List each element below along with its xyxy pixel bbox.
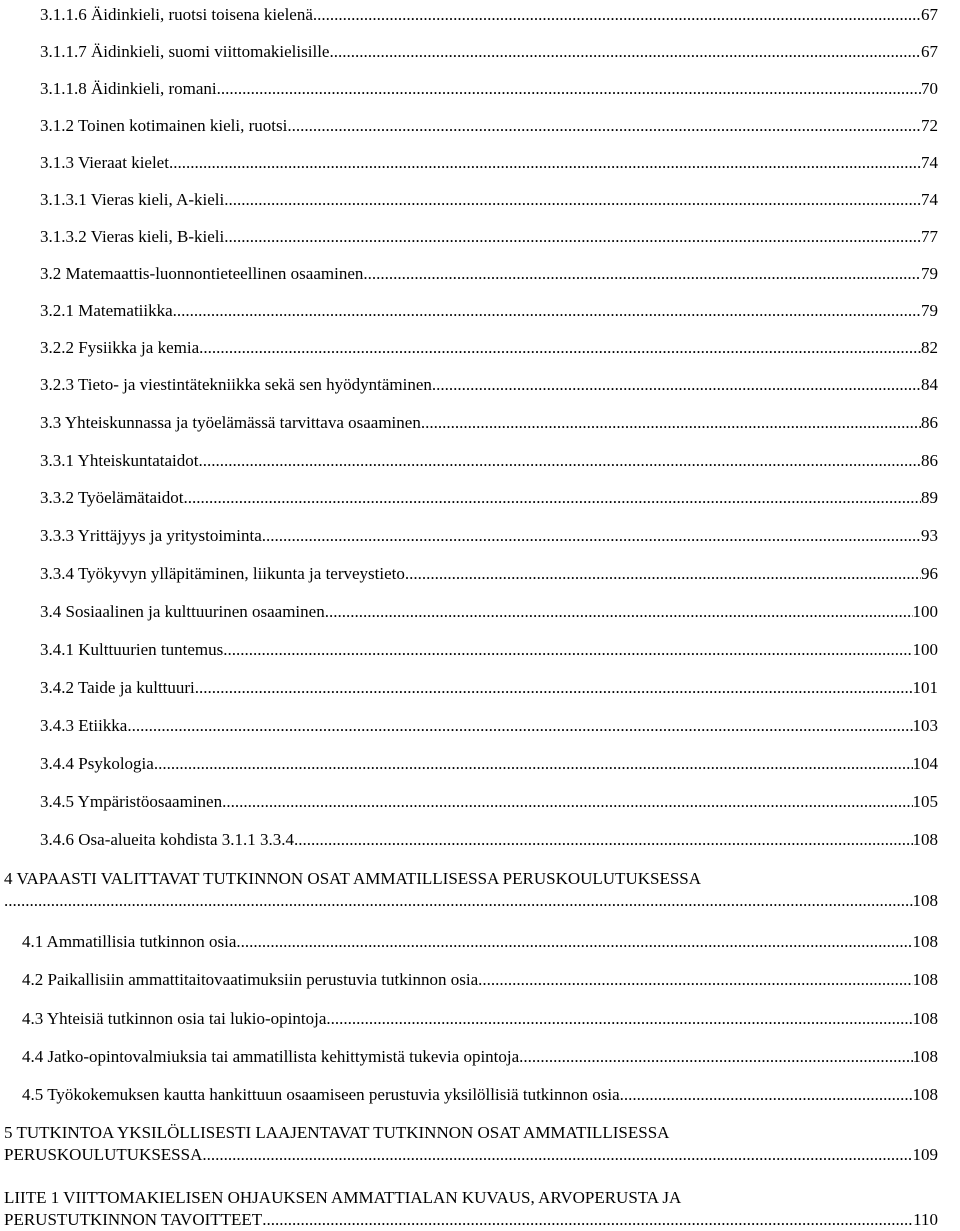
toc-entry[interactable]	[40, 41, 938, 63]
toc-entry-label: 3.1.2 Toinen kotimainen kieli, ruotsi	[40, 116, 288, 135]
leader-dots	[432, 374, 921, 396]
toc-entry-label: 3.2 Matemaattis-luonnontieteellinen osaaminen	[40, 264, 364, 283]
toc-entry-label: 4.5 Työkokemuksen kautta hankittuun osaamiseen perustuvia yksilöllisiä tutkinnon osia	[22, 1085, 620, 1104]
toc-entry-label: 3.4.5 Ympäristöosaaminen	[40, 792, 223, 811]
toc-entry-page: 104	[912, 754, 938, 773]
toc-entry-page: 72	[921, 116, 938, 135]
toc-entry-page: 79	[921, 264, 938, 283]
leader-dots	[224, 226, 921, 248]
toc-entry-page: 84	[921, 375, 938, 394]
toc-entry-page: 105	[912, 792, 938, 811]
toc-entry-page: 79	[921, 301, 938, 320]
toc-entry-page: 103	[912, 716, 938, 735]
toc-entry[interactable]	[40, 300, 938, 322]
toc-entry-label: 4.3 Yhteisiä tutkinnon osia tai lukio-opintoja	[22, 1009, 327, 1028]
toc-entry-label: 3.3.3 Yrittäjyys ja yritystoiminta	[40, 526, 262, 545]
leader-dots	[294, 829, 912, 851]
toc-entry-page: 108	[912, 1047, 938, 1066]
toc-entry-label: 5 TUTKINTOA YKSILÖLLISESTI LAAJENTAVAT TUTKINNON OSAT AMMATILLISESSA	[4, 1123, 670, 1142]
toc-entry[interactable]	[40, 753, 938, 775]
leader-dots	[169, 152, 921, 174]
toc-entry[interactable]	[40, 115, 938, 137]
toc-entry-label: 3.1.3 Vieraat kielet	[40, 153, 169, 172]
toc-entry[interactable]	[40, 226, 938, 248]
toc-entry[interactable]	[40, 487, 938, 509]
toc-entry-label: 3.1.1.8 Äidinkieli, romani	[40, 79, 217, 98]
toc-entry-page: 108	[912, 970, 938, 989]
leader-dots	[224, 189, 921, 211]
leader-dots	[4, 890, 913, 912]
toc-entry-page: 101	[912, 678, 938, 697]
leader-dots	[202, 1144, 912, 1166]
toc-entry-page: 86	[921, 413, 938, 432]
toc-entry-label: 3.4.6 Osa-alueita kohdista 3.1.1 3.3.4	[40, 830, 295, 849]
toc-entry[interactable]	[40, 715, 938, 737]
leader-dots	[478, 969, 912, 991]
toc-entry-label: 3.3.2 Työelämätaidot	[40, 488, 184, 507]
leader-dots	[195, 677, 913, 699]
toc-entry[interactable]	[40, 4, 938, 26]
toc-entry-page: 74	[921, 190, 938, 209]
leader-dots	[363, 263, 921, 285]
toc-entry[interactable]	[22, 969, 938, 991]
leader-dots	[329, 41, 921, 63]
toc-entry[interactable]	[40, 412, 938, 434]
toc-entry-label-continued: PERUSKOULUTUKSESSA	[4, 1145, 203, 1164]
toc-entry-page: 100	[912, 640, 938, 659]
leader-dots	[519, 1046, 912, 1068]
toc-entry-page: 108	[912, 891, 938, 910]
toc-entry-page: 108	[912, 932, 938, 951]
leader-dots	[173, 300, 921, 322]
toc-entry-label: 3.4.1 Kulttuurien tuntemus	[40, 640, 224, 659]
leader-dots	[287, 115, 921, 137]
toc-entry-page: 82	[921, 338, 938, 357]
toc-entry-page: 86	[921, 451, 938, 470]
toc-entry-label: 4 VAPAASTI VALITTAVAT TUTKINNON OSAT AMMATILLISESSA PERUSKOULUTUKSESSA	[4, 869, 702, 888]
toc-entry[interactable]	[40, 152, 938, 174]
toc-entry-page: 108	[912, 1085, 938, 1104]
toc-entry-label: 3.1.3.1 Vieras kieli, A-kieli	[40, 190, 225, 209]
toc-entry-chapter[interactable]	[4, 868, 938, 912]
toc-entry-label: 4.2 Paikallisiin ammattitaitovaatimuksiin perustuvia tutkinnon osia	[22, 970, 479, 989]
toc-entry-label: LIITE 1 VIITTOMAKIELISEN OHJAUKSEN AMMATTIALAN KUVAUS, ARVOPERUSTA JA	[4, 1188, 682, 1207]
toc-entry-page: 89	[921, 488, 938, 507]
toc-entry-label: 3.1.1.6 Äidinkieli, ruotsi toisena kielenä	[40, 5, 313, 24]
toc-entry-appendix[interactable]	[4, 1187, 938, 1231]
toc-entry-page: 110	[913, 1210, 938, 1229]
leader-dots	[262, 525, 921, 547]
toc-entry-page: 108	[912, 830, 938, 849]
leader-dots	[325, 601, 913, 623]
toc-entry-label: 3.4.3 Etiikka	[40, 716, 128, 735]
toc-entry-label: 3.2.1 Matematiikka	[40, 301, 173, 320]
toc-entry-label: 3.2.3 Tieto- ja viestintätekniikka sekä sen hyödyntäminen	[40, 375, 432, 394]
toc-entry[interactable]	[22, 1008, 938, 1030]
toc-entry[interactable]	[40, 829, 938, 851]
toc-entry[interactable]	[40, 677, 938, 699]
toc-entry[interactable]	[40, 791, 938, 813]
toc-entry-chapter[interactable]	[4, 1122, 938, 1166]
toc-entry[interactable]	[40, 563, 938, 585]
leader-dots	[183, 487, 921, 509]
toc-entry-label: 4.1 Ammatillisia tutkinnon osia	[22, 932, 237, 951]
leader-dots	[313, 4, 921, 26]
toc-entry[interactable]	[40, 263, 938, 285]
toc-entry-label: 3.4.2 Taide ja kulttuuri	[40, 678, 195, 697]
toc-entry-label: 3.1.1.7 Äidinkieli, suomi viittomakielisille	[40, 42, 330, 61]
toc-entry-page: 67	[921, 42, 938, 61]
toc-entry-page: 67	[921, 5, 938, 24]
leader-dots	[199, 450, 922, 472]
toc-entry-label-continued: PERUSTUTKINNON TAVOITTEET	[4, 1210, 263, 1229]
toc-entry-label: 3.4.4 Psykologia	[40, 754, 154, 773]
toc-entry-label: 3.3.4 Työkyvyn ylläpitäminen, liikunta ja terveystieto	[40, 564, 405, 583]
toc-entry[interactable]	[40, 639, 938, 661]
toc-entry-page: 74	[921, 153, 938, 172]
toc-entry[interactable]	[40, 601, 938, 623]
leader-dots	[236, 931, 912, 953]
leader-dots	[217, 78, 921, 100]
toc-entry-label: 3.1.3.2 Vieras kieli, B-kieli	[40, 227, 225, 246]
leader-dots	[405, 563, 921, 585]
leader-dots	[262, 1209, 913, 1231]
leader-dots	[421, 412, 921, 434]
toc-entry[interactable]	[40, 525, 938, 547]
toc-entry[interactable]	[22, 1084, 938, 1106]
toc-entry[interactable]	[22, 1046, 938, 1068]
toc-entry-label: 3.3.1 Yhteiskuntataidot	[40, 451, 199, 470]
leader-dots	[223, 639, 912, 661]
toc-entry-page: 70	[921, 79, 938, 98]
leader-dots	[154, 753, 913, 775]
leader-dots	[127, 715, 912, 737]
toc-entry-label: 3.2.2 Fysiikka ja kemia	[40, 338, 200, 357]
toc-entry-page: 77	[921, 227, 938, 246]
toc-entry-page: 96	[921, 564, 938, 583]
leader-dots	[326, 1008, 912, 1030]
toc-entry-label: 3.4 Sosiaalinen ja kulttuurinen osaaminen	[40, 602, 325, 621]
toc-entry-page: 108	[912, 1009, 938, 1028]
toc-entry[interactable]	[40, 337, 938, 359]
leader-dots	[199, 337, 921, 359]
toc-entry[interactable]	[40, 374, 938, 396]
toc-entry-label: 3.3 Yhteiskunnassa ja työelämässä tarvittava osaaminen	[40, 413, 421, 432]
leader-dots	[620, 1084, 913, 1106]
toc-entry[interactable]	[40, 189, 938, 211]
toc-entry[interactable]	[40, 78, 938, 100]
toc-entry[interactable]	[40, 450, 938, 472]
toc-entry-page: 93	[921, 526, 938, 545]
toc-entry-page: 100	[912, 602, 938, 621]
toc-entry-label: 4.4 Jatko-opintovalmiuksia tai ammatillista kehittymistä tukevia opintoja	[22, 1047, 520, 1066]
leader-dots	[222, 791, 912, 813]
toc-entry[interactable]	[22, 931, 938, 953]
toc-entry-page: 109	[912, 1145, 938, 1164]
